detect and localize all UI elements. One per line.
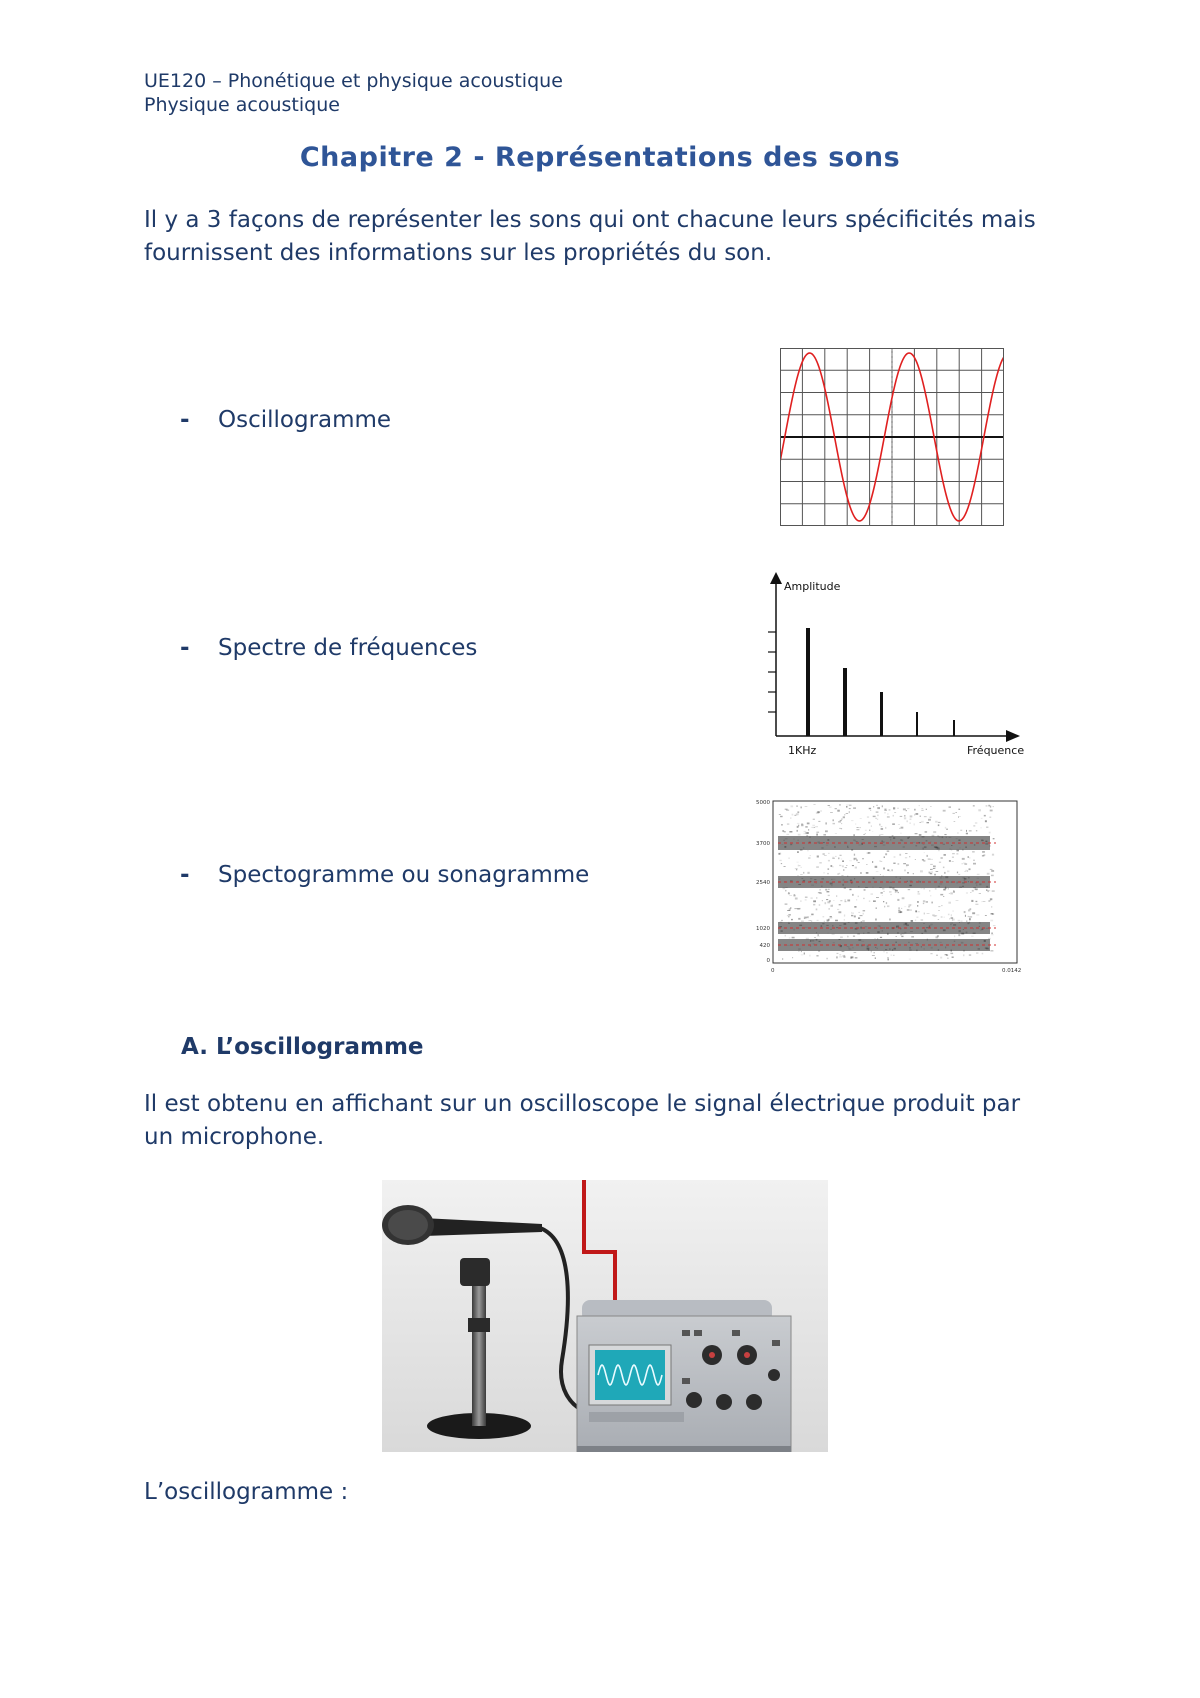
list-item-label: Oscillogramme [218,407,392,433]
scope-label-strip [589,1412,684,1422]
scope-foot [577,1446,791,1452]
spectrum-bar-1 [806,628,810,736]
spectrogram-figure [736,794,1024,980]
spectrogram-y-tick: 3700 [756,841,770,847]
spectrum-ticks [768,632,776,712]
spectrum-figure [756,570,1024,760]
microphone-oscilloscope-photo [382,1180,828,1452]
spectrogram-y-tick: 5000 [756,800,770,806]
oscillogram-figure [780,348,1004,526]
list-item-label: Spectogramme ou sonagramme [218,862,590,888]
mic-holder [460,1258,490,1286]
spectrum-bar-3 [880,692,883,736]
spectrogram-y-tick: 0 [766,958,770,964]
spectrum-y-arrow [770,572,782,584]
spectrum-x-end-label: Fréquence [967,744,1024,757]
header-section: Physique acoustique [144,94,340,116]
mic-stand-clamp [468,1318,490,1332]
spectrum-y-label: Amplitude [784,580,841,593]
spectrum-bar-5 [953,720,955,736]
spectrogram-y-tick: 420 [759,943,770,949]
spectrogram-x-tick: 0 [771,968,775,974]
header-course: UE120 – Phonétique et physique acoustique [144,70,563,92]
list-item-label: Spectre de fréquences [218,635,478,661]
spectrum-x-arrow [1006,730,1020,742]
bullet-dash: - [180,407,190,433]
bullet-dash: - [180,635,190,661]
mic-stand-pole [472,1280,486,1426]
spectrogram-y-tick: 2540 [756,880,770,886]
spectrum-x-start-label: 1KHz [788,744,817,757]
section-paragraph: Il est obtenu en affichant sur un oscilloscope le signal électrique produit par un microphone. [144,1091,1021,1150]
bullet-dash: - [180,862,190,888]
section-heading: A. L’oscillogramme [181,1034,424,1060]
caption: L’oscillogramme : [144,1479,349,1505]
spectrum-bar-2 [843,668,847,736]
spectrogram-x-tick: 0.0142 [1002,968,1022,974]
spectrum-bar-4 [916,712,918,736]
intro-paragraph: Il y a 3 façons de représenter les sons qui ont chacune leurs spécificités mais fournissent des informations sur les propriétés du son. [144,207,1036,266]
spectrogram-y-tick: 1020 [756,926,770,932]
page-title: Chapitre 2 - Représentations des sons [299,142,901,173]
